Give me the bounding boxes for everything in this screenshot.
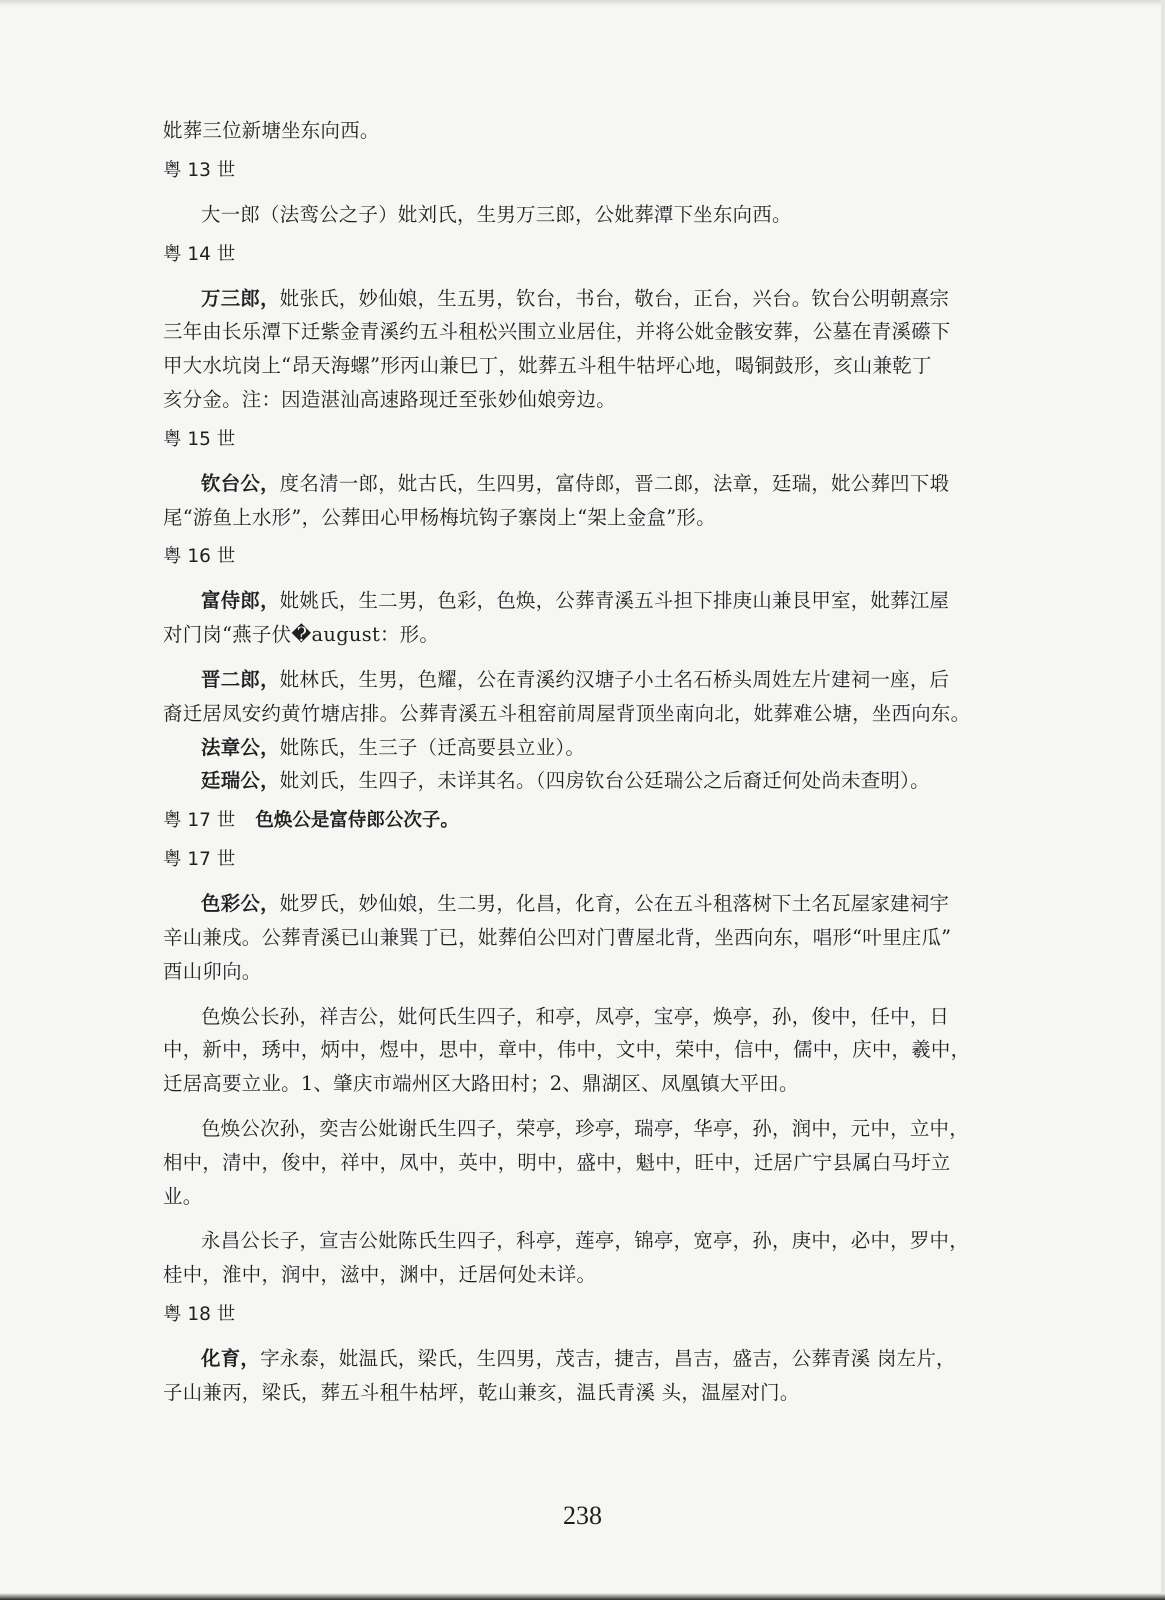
paragraph-line	[163, 887, 1003, 921]
generation-label: 粤 16 世	[163, 546, 236, 568]
paragraph-line	[163, 921, 1003, 955]
scan-right-edge	[1161, 0, 1165, 1600]
line-text: 迁居高要立业。1、肇庆市端州区大路田村；2、鼎湖区、凤凰镇大平田。	[163, 1072, 799, 1096]
genealogy-paragraph	[163, 1342, 1003, 1410]
line-text: 色焕公长孙，祥吉公，妣何氏生四子，和亭，凤亭，宝亭，焕亭，孙，俊中，任中，日	[201, 1004, 950, 1028]
generation-label: 粤 15 世	[163, 428, 236, 450]
line-text: 妣张氏，妙仙娘，生五男，钦台，书台，敬台，正台，兴台。钦台公明朝熹宗	[279, 286, 950, 310]
line-text: 大一郎（法鸾公之子）妣刘氏，生男万三郎，公妣葬潭下坐东向西。	[201, 202, 792, 226]
line-text: 桂中，淮中，润中，滋中，渊中，迁居何处未详。	[163, 1263, 597, 1287]
genealogy-paragraph	[163, 731, 1003, 765]
generation-heading	[163, 541, 1003, 573]
line-text: 甲大水坑岗上“昂天海螺”形丙山兼巳丁，妣葬五斗租牛牯坪心地，喝铜鼓形，亥山兼乾丁	[163, 354, 932, 378]
line-text: 妣刘氏，生四子，未详其名。（四房钦台公廷瑞公之后裔迁何处尚未查明）。	[279, 769, 930, 793]
paragraph-line	[163, 198, 1003, 232]
line-text: 业。	[163, 1184, 203, 1208]
line-text: 度名清一郎，妣古氏，生四男，富侍郎，晋二郎，法章，廷瑞，妣公葬凹下塅	[279, 471, 950, 495]
page-body	[163, 114, 1003, 1410]
generation-label: 粤 13 世	[163, 159, 236, 181]
generation-heading	[163, 155, 1003, 187]
person-name: 晋二郎，	[201, 667, 280, 691]
person-name: 法章公，	[201, 735, 280, 759]
paragraph-line	[163, 618, 1003, 652]
paragraph-line	[163, 584, 1003, 618]
line-text: 子山兼丙，梁氏，葬五斗租牛枯坪，乾山兼亥，温氏青溪 头，温屋对门。	[163, 1380, 800, 1404]
person-name: 廷瑞公，	[201, 769, 280, 793]
genealogy-paragraph	[163, 663, 1003, 731]
generation-heading	[163, 239, 1003, 271]
line-text: 亥分金。注：因造湛汕高速路现迁至张妙仙娘旁边。	[163, 387, 616, 411]
generation-label: 粤 17 世	[163, 849, 236, 871]
genealogy-paragraph	[163, 198, 1003, 232]
paragraph-line	[163, 1342, 1003, 1376]
paragraph-line	[163, 764, 1003, 798]
person-name: 色彩公，	[201, 892, 280, 916]
paragraph-line	[163, 1180, 1003, 1214]
line-text: 妣陈氏，生三子（迁高要县立业）。	[279, 735, 586, 759]
paragraph-line	[163, 1146, 1003, 1180]
person-name: 万三郎，	[201, 286, 280, 310]
line-text: 酉山卯向。	[163, 959, 262, 983]
genealogy-paragraph	[163, 282, 1003, 417]
line-text: 妣林氏，生男，色耀，公在青溪约汉塘子小土名石桥头周姓左片建祠一座，后	[279, 667, 950, 691]
person-name: 化育，	[201, 1346, 261, 1370]
page-number: 238	[563, 1501, 602, 1530]
genealogy-paragraph	[163, 1224, 1003, 1292]
generation-label: 粤 17 世	[163, 810, 236, 832]
paragraph-line	[163, 349, 1003, 383]
paragraph-line	[163, 1033, 1003, 1067]
paragraph-line	[163, 383, 1003, 417]
paragraph-line	[163, 663, 1003, 697]
paragraph-line	[163, 955, 1003, 989]
line-text: 妣姚氏，生二男，色彩，色焕，公葬青溪五斗担下排庚山兼艮甲室，妣葬江屋	[279, 589, 950, 613]
line-text: 裔迁居凤安约黄竹塘店排。公葬青溪五斗租窑前周屋背顶坐南向北，妣葬难公塘，坐西向东。	[163, 701, 971, 725]
paragraph-line	[163, 1067, 1003, 1101]
line-text: 中，新中，琇中，炳中，煜中，思中，章中，伟中，文中，荣中，信中，儒中，庆中，羲中，	[163, 1038, 971, 1062]
scan-top-edge	[0, 0, 1165, 6]
genealogy-paragraph	[163, 584, 1003, 652]
paragraph-line	[163, 731, 1003, 765]
paragraph-line	[163, 1112, 1003, 1146]
paragraph-line	[163, 315, 1003, 349]
paragraph-line	[163, 1000, 1003, 1034]
line-text: 辛山兼戌。公葬青溪已山兼巽丁已，妣葬伯公凹对门曹屋北背，坐西向东，唱形“叶里庄瓜”	[163, 925, 952, 949]
genealogy-paragraph	[163, 764, 1003, 798]
line-text: 字永泰，妣温氏，梁氏，生四男，茂吉，捷吉，昌吉，盛吉，公葬青溪 岗左片，	[260, 1346, 956, 1370]
paragraph-line	[163, 114, 1003, 148]
line-text: 三年由长乐潭下迁紫金青溪约五斗租松兴围立业居住，并将公妣金骸安葬，公墓在青溪礤下	[163, 320, 951, 344]
paragraph-line	[163, 697, 1003, 731]
generation-heading	[163, 424, 1003, 456]
paragraph-line	[163, 1258, 1003, 1292]
paragraph-line	[163, 1376, 1003, 1410]
genealogy-paragraph	[163, 467, 1003, 535]
line-text: 妣葬三位新塘坐东向西。	[163, 119, 380, 142]
genealogy-paragraph	[163, 114, 1003, 148]
paragraph-line	[163, 467, 1003, 501]
genealogy-paragraph	[163, 1000, 1003, 1101]
scan-bottom-edge	[0, 1593, 1165, 1600]
paragraph-line	[163, 1224, 1003, 1258]
genealogy-paragraph	[163, 1112, 1003, 1213]
generation-note: 色焕公是富侍郎公次子。	[255, 810, 459, 832]
line-text: 色焕公次孙，奕吉公妣谢氏生四子，荣亭，珍亭，瑞亭，华亭，孙，润中，元中，立中，	[201, 1116, 969, 1140]
line-text: 尾“游鱼上水形”，公葬田心甲杨梅坑钩子寨岗上“架上金盒”形。	[163, 505, 716, 529]
person-name: 富侍郎，	[201, 589, 280, 613]
person-name: 钦台公，	[201, 471, 280, 495]
line-text: 永昌公长子，宣吉公妣陈氏生四子，科亭，莲亭，锦亭，宽亭，孙，庚中，必中，罗中，	[201, 1229, 969, 1253]
generation-label: 粤 18 世	[163, 1303, 236, 1325]
line-text: 相中，清中，俊中，祥中，凤中，英中，明中，盛中，魁中，旺中，迁居广宁县属白马圩立	[163, 1150, 951, 1174]
paragraph-line	[163, 501, 1003, 535]
generation-heading	[163, 1299, 1003, 1331]
generation-heading	[163, 844, 1003, 876]
line-text: 妣罗氏，妙仙娘，生二男，化昌，化育，公在五斗租落树下土名瓦屋家建祠宇	[279, 892, 950, 916]
generation-heading	[163, 805, 1003, 837]
genealogy-paragraph	[163, 887, 1003, 988]
generation-label: 粤 14 世	[163, 243, 236, 265]
line-text: 对门岗“燕子伏�august：形。	[163, 623, 440, 647]
paragraph-line	[163, 282, 1003, 316]
